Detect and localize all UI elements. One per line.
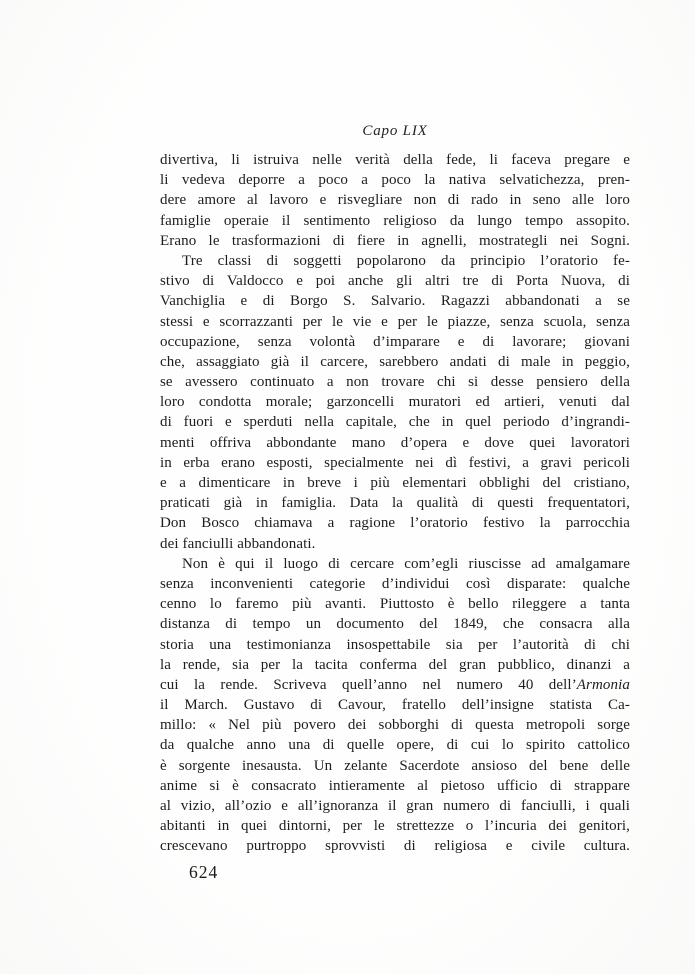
text-line: cui la rende. Scriveva quell’anno nel numero 40 dell’Armonia xyxy=(160,676,630,693)
text-line: loro condotta morale; garzoncelli muratori ed artieri, venuti dal xyxy=(160,394,630,411)
text-line: abitanti in quei dintorni, per le strettezze o l’incuria dei genitori, xyxy=(160,818,630,835)
text-line: che, assaggiato già il carcere, sarebbero andati di male in peggio, xyxy=(160,353,630,370)
text-line: Tre classi di soggetti popolarono da principio l’oratorio fe- xyxy=(182,252,630,269)
text-line: distanza di tempo un documento del 1849, che consacra alla xyxy=(160,616,630,633)
text-line: senza inconvenienti categorie d’individui così disparate: qualche xyxy=(160,575,630,592)
text-line: anime si è consacrato intieramente al pietoso ufficio di strappare xyxy=(160,777,630,794)
text-line: in erba erano esposti, specialmente nei dì festivi, a gravi pericoli xyxy=(160,454,630,471)
text-line: praticati già in famiglia. Data la qualità di questi frequentatori, xyxy=(160,495,630,512)
text-line: al vizio, all’ozio e all’ignoranza il gran numero di fanciulli, i quali xyxy=(160,798,630,814)
text-line: Vanchiglia e di Borgo S. Salvario. Ragazzi abbandonati a se xyxy=(160,293,630,310)
text-line: dere amore al lavoro e risvegliare non di rado in seno alle loro xyxy=(160,192,630,209)
text-line: menti offriva abbondante mano d’opera e dove quei lavoratori xyxy=(160,434,630,451)
text-line: stivo di Valdocco e poi anche gli altri tre di Porta Nuova, di xyxy=(160,273,630,290)
text-line: divertiva, li istruiva nelle verità della fede, li faceva pregare e xyxy=(160,152,630,168)
text-line: se avessero continuato a non trovare chi si desse pensiero della xyxy=(160,374,630,391)
text-line: li vedeva deporre a poco a poco la nativa selvatichezza, pren- xyxy=(160,172,630,189)
running-head: Capo LIX xyxy=(362,123,428,139)
text-line: occupazione, senza volontà d’imparare e di lavorare; giovani xyxy=(160,333,630,350)
text-line: il March. Gustavo di Cavour, fratello dell’insigne statista Ca- xyxy=(160,697,630,714)
text-line: la rende, sia per la tacita conferma del gran pubblico, dinanzi a xyxy=(160,656,630,673)
text-line: Don Bosco chiamava a ragione l’oratorio festivo la parrocchia xyxy=(160,515,630,532)
text-line: e a dimenticare in breve i più elementari obblighi del cristiano, xyxy=(160,475,630,491)
text-line: di fuori e sperduti nella capitale, che in quel periodo d’ingrandi- xyxy=(160,414,630,431)
text-line: da qualche anno una di quelle opere, di cui lo spirito cattolico xyxy=(160,737,630,754)
text-line: cenno lo faremo più avanti. Piuttosto è bello rileggere a tanta xyxy=(160,596,630,613)
text-line: dei fanciulli abbandonati. xyxy=(160,535,316,552)
text-block xyxy=(160,150,630,857)
text-line: stessi e scorrazzanti per le vie e per le piazze, senza scuola, senza xyxy=(160,313,630,330)
text-line: millo: « Nel più povero dei sobborghi di questa metropoli sorge xyxy=(160,717,630,734)
page-number: 624 xyxy=(189,862,219,882)
text-line: Non è qui il luogo di cercare com’egli riuscisse ad amalgamare xyxy=(182,555,630,572)
text-line: crescevano purtroppo sprovvisti di religiosa e civile cultura. xyxy=(160,838,630,855)
text-line: famiglie operaie il sentimento religioso da lungo tempo assopito. xyxy=(160,212,630,229)
text-line: è sorgente inesausta. Un zelante Sacerdote ansioso del bene delle xyxy=(160,757,630,774)
text-line: storia una testimonianza insospettabile sia per l’autorità di chi xyxy=(160,636,630,653)
text-line: Erano le trasformazioni di fiere in agnelli, mostrategli nei Sogni. xyxy=(160,232,630,249)
